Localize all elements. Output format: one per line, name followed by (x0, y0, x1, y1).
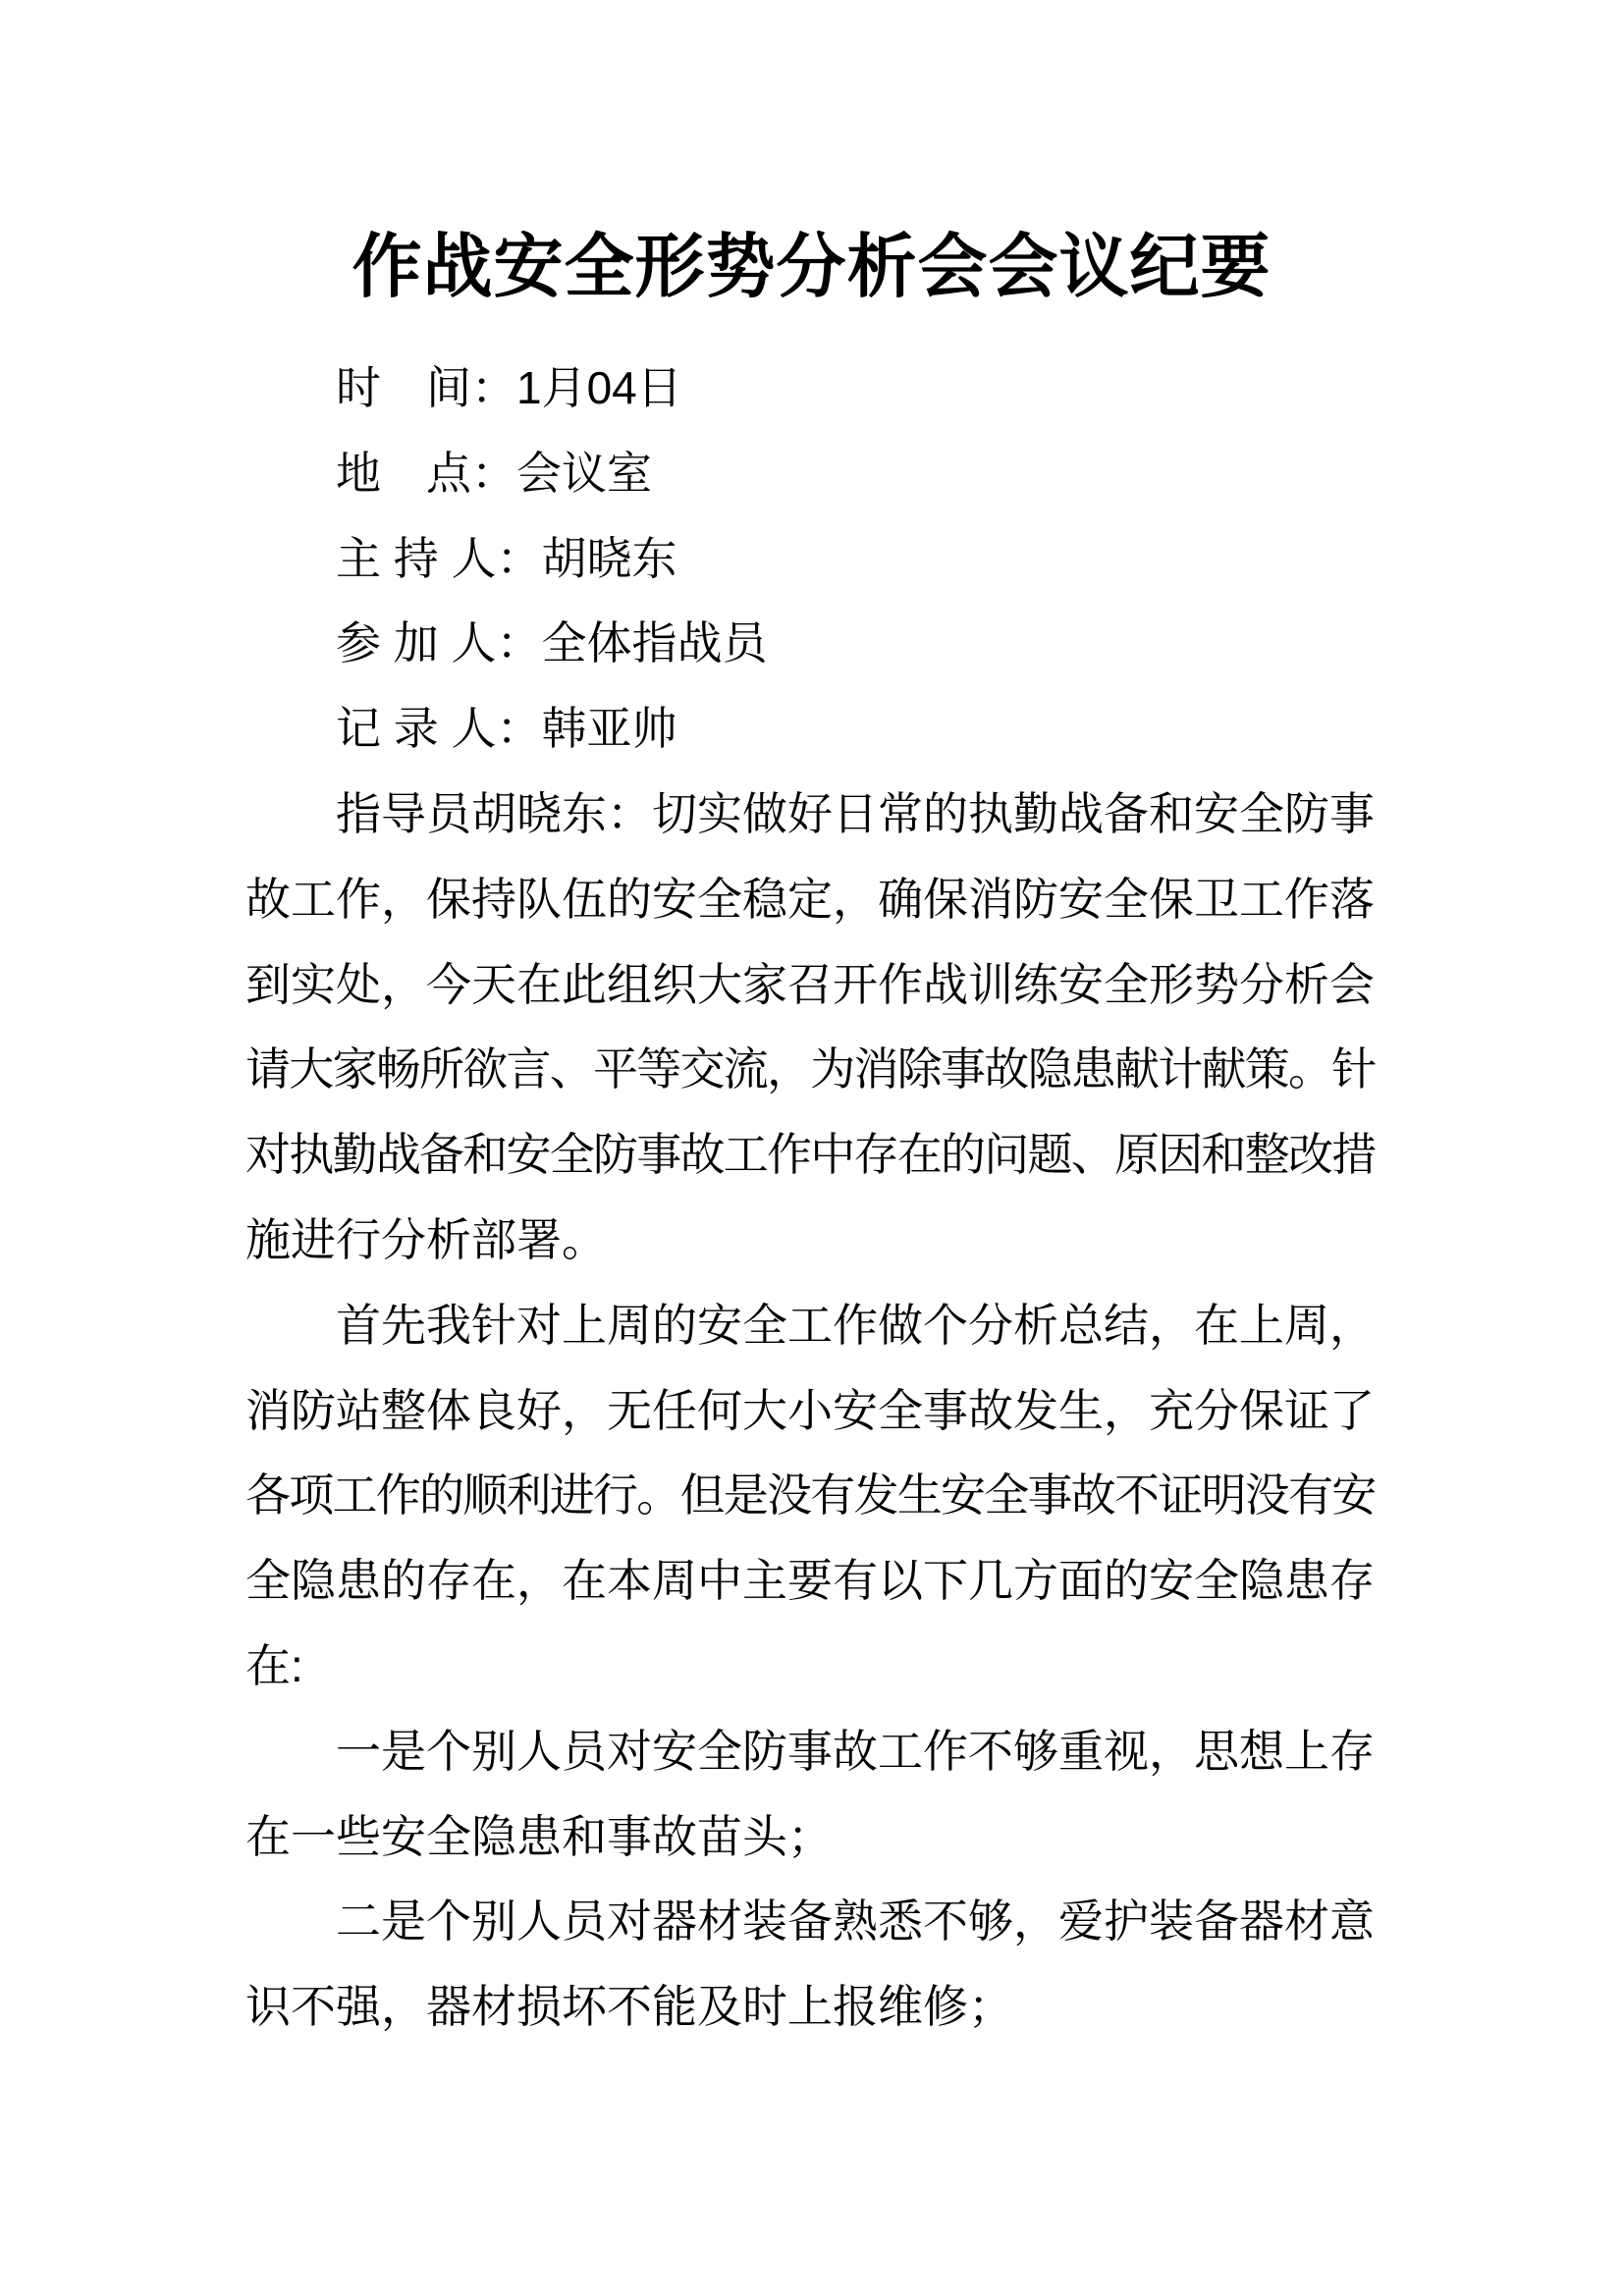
document-title: 作战安全形势分析会会议纪要 (352, 229, 1271, 306)
paragraph-line: 二是个别人员对器材装备熟悉不够，爱护装备器材意 (336, 1896, 1375, 1948)
paragraph-line: 识不强，器材损坏不能及时上报维修； (245, 1981, 1013, 2033)
paragraph-line: 消防站整体良好，无任何大小安全事故发生，充分保证了 (245, 1384, 1375, 1436)
document-body (245, 346, 1375, 2050)
paragraph-line: 全隐患的存在，在本周中主要有以下几方面的安全隐患存 (245, 1555, 1375, 1607)
paragraph-line: 故工作，保持队伍的安全稳定，确保消防安全保卫工作落 (245, 873, 1375, 925)
paragraph-line: 到实处，今天在此组织大家召开作战训练安全形势分析会 (245, 958, 1375, 1010)
paragraph-line: 请大家畅所欲言、平等交流，为消除事故隐患献计献策。针 (245, 1043, 1375, 1095)
meta-line: 记 录 人：韩亚帅 (336, 703, 677, 755)
paragraph-line: 在一些安全隐患和事故苗头； (245, 1810, 833, 1862)
meta-line: 地 点：会议室 (336, 447, 652, 499)
paragraph-line: 施进行分析部署。 (245, 1213, 607, 1265)
paragraph-line: 对执勤战备和安全防事故工作中存在的问题、原因和整改措 (245, 1129, 1375, 1181)
paragraph-line: 在: (245, 1639, 303, 1691)
paragraph-line: 首先我针对上周的安全工作做个分析总结，在上周， (336, 1299, 1375, 1351)
meta-line: 主 持 人：胡晓东 (336, 532, 677, 584)
paragraph-line: 指导员胡晓东：切实做好日常的执勤战备和安全防事 (336, 787, 1375, 839)
paragraph-line: 各项工作的顺利进行。但是没有发生安全事故不证明没有安 (245, 1469, 1375, 1522)
meta-line: 参 加 人：全体指战员 (336, 617, 768, 669)
meta-line: 时 间：1月04日 (336, 362, 682, 413)
paragraph-line: 一是个别人员对安全防事故工作不够重视，思想上存 (336, 1725, 1375, 1777)
